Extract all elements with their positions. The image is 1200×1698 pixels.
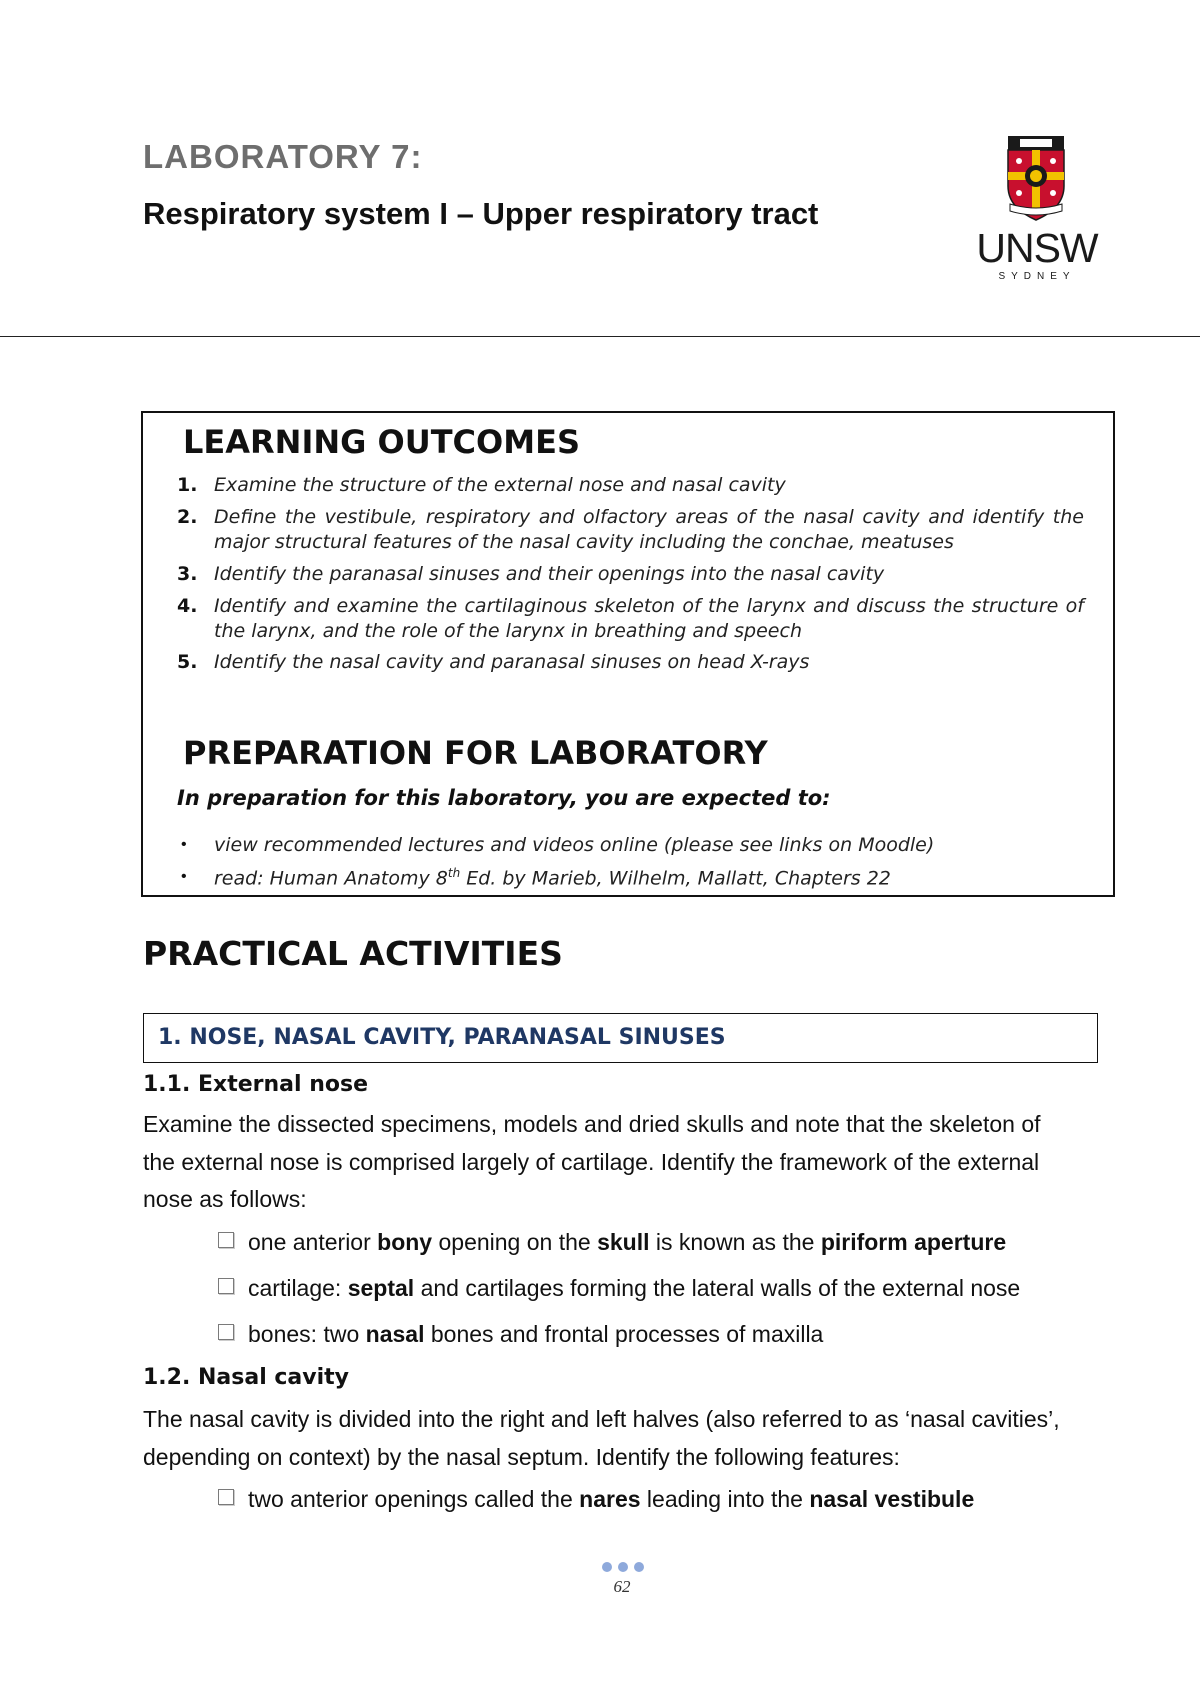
checklist-item — [218, 1321, 823, 1351]
bold-term: septal — [347, 1275, 415, 1301]
outcome-text: Define the vestibule, respiratory and olfactory areas of the nasal cavity and identify the major structural features of the nasal cavity including the conchae, meatuses — [214, 506, 1084, 553]
checkbox-icon[interactable] — [218, 1489, 234, 1505]
section-header-box — [143, 1013, 1098, 1063]
text-part: one anterior — [248, 1229, 378, 1255]
bold-term: nasal vestibule — [809, 1486, 975, 1512]
university-crest-icon — [962, 128, 1112, 228]
text-part: cartilage: — [248, 1275, 348, 1301]
header-divider — [0, 336, 1200, 337]
logo-subtitle: SYDNEY — [998, 271, 1076, 282]
preparation-bullet: view recommended lectures and videos online (please see links on Moodle) — [214, 834, 935, 856]
page-dots-icon — [602, 1562, 646, 1574]
text-part: bones and frontal processes of maxilla — [424, 1321, 824, 1347]
outcome-number: 5. — [177, 651, 198, 673]
learning-outcomes-heading: LEARNING OUTCOMES — [183, 423, 580, 461]
bold-term: nares — [579, 1486, 641, 1512]
logo-wordmark: UNSW — [976, 225, 1098, 271]
paragraph-line: Examine the dissected specimens, models and dried skulls and note that the skeleton of — [143, 1111, 1041, 1137]
paragraph-line: nose as follows: — [143, 1186, 307, 1212]
outcome-number: 2. — [177, 506, 198, 528]
outcome-text: Identify the nasal cavity and paranasal sinuses on head X-rays — [214, 651, 810, 673]
paragraph-line: The nasal cavity is divided into the right and left halves (also referred to as ‘nasal cavities’, — [143, 1406, 1060, 1432]
paragraph-line: depending on context) by the nasal septum. Identify the following features: — [143, 1443, 900, 1470]
checklist-item — [218, 1275, 1020, 1305]
text-part: leading into the — [640, 1486, 810, 1512]
outcome-text: Examine the structure of the external nose and nasal cavity — [214, 474, 786, 496]
outcome-number: 1. — [177, 474, 198, 496]
lab-label: LABORATORY 7: — [143, 138, 423, 175]
bold-term: skull — [597, 1229, 650, 1255]
outcome-text: Identify and examine the cartilaginous skeleton of the larynx and discuss the structure of the larynx, and the role of the larynx in breathing and speech — [214, 595, 1084, 642]
preparation-bullet — [214, 866, 891, 889]
checkbox-icon[interactable] — [218, 1278, 234, 1294]
bullet-icon: • — [181, 868, 187, 885]
page-number: 62 — [613, 1577, 631, 1596]
preparation-intro: In preparation for this laboratory, you are expected to: — [177, 786, 831, 810]
subsection-heading: 1.1. External nose — [143, 1072, 368, 1097]
bold-term: piriform aperture — [820, 1229, 1007, 1255]
paragraph — [143, 1401, 1103, 1476]
preparation-heading: PREPARATION FOR LABORATORY — [183, 734, 768, 772]
bold-term: nasal — [365, 1321, 425, 1347]
text-part: two anterior openings called the — [248, 1486, 580, 1512]
paragraph — [143, 1106, 1103, 1219]
superscript: th — [447, 866, 461, 880]
checkbox-icon[interactable] — [218, 1232, 234, 1248]
checklist-item — [218, 1229, 1006, 1259]
text-part: bones: two — [248, 1321, 366, 1347]
paragraph-line: the external nose is comprised largely of cartilage. Identify the framework of the external — [143, 1148, 1040, 1175]
bullet-text-part: read: Human Anatomy 8 — [214, 867, 448, 890]
text-part: is known as the — [649, 1229, 821, 1255]
bullet-icon: • — [181, 836, 187, 853]
section-title: 1. NOSE, NASAL CAVITY, PARANASAL SINUSES — [158, 1025, 726, 1050]
text-part: opening on the — [432, 1229, 598, 1255]
page-title: Respiratory system I – Upper respiratory tract — [143, 196, 819, 231]
bold-term: bony — [377, 1229, 433, 1255]
outcome-number: 4. — [177, 595, 198, 617]
checkbox-icon[interactable] — [218, 1324, 234, 1340]
text-part: and cartilages forming the lateral walls of the external nose — [414, 1275, 1021, 1301]
unsw-logo — [962, 128, 1112, 288]
checklist-item — [218, 1486, 974, 1516]
subsection-heading: 1.2. Nasal cavity — [143, 1365, 350, 1390]
outcome-text: Identify the paranasal sinuses and their openings into the nasal cavity — [214, 563, 885, 585]
practical-activities-heading: PRACTICAL ACTIVITIES — [143, 934, 563, 973]
outcome-number: 3. — [177, 563, 198, 585]
bullet-text-part: Ed. by Marieb, Wilhelm, Mallatt, Chapters 22 — [460, 867, 891, 890]
